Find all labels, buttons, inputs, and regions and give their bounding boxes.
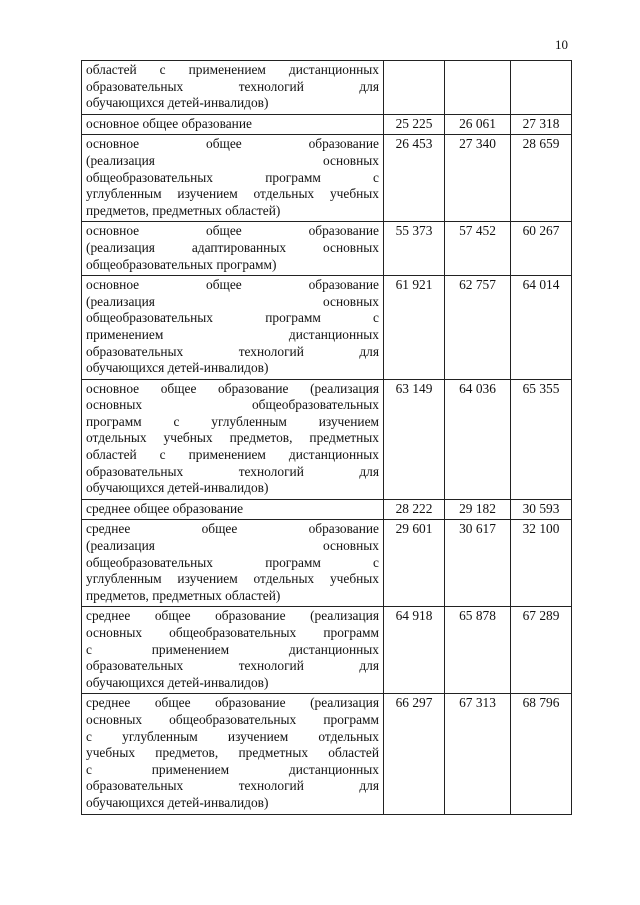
value-cell: 68 796 bbox=[511, 694, 572, 814]
description-line: применением дистанционных bbox=[86, 326, 379, 342]
description-line: обучающихся детей-инвалидов) bbox=[86, 360, 269, 376]
value-cell: 30 593 bbox=[511, 499, 572, 520]
value-cell bbox=[384, 61, 445, 115]
table-body bbox=[82, 61, 572, 815]
cost-table bbox=[81, 60, 572, 815]
description-line: основных общеобразовательных программ bbox=[86, 711, 379, 727]
description-line: с применением дистанционных bbox=[86, 641, 379, 657]
table-row bbox=[82, 520, 572, 607]
description-line: среднее общее образование bbox=[86, 521, 379, 537]
value-cell: 67 313 bbox=[445, 694, 511, 814]
description-line: с углубленным изучением отдельных bbox=[86, 728, 379, 744]
description-line: образовательных технологий для bbox=[86, 78, 379, 94]
description-line: основных общеобразовательных bbox=[86, 397, 379, 413]
description-line: основных общеобразовательных программ bbox=[86, 625, 379, 640]
education-level-cell bbox=[82, 499, 384, 520]
value-cell bbox=[445, 61, 511, 115]
description-line: учебных предметов, предметных областей bbox=[86, 745, 379, 761]
description-line: обучающихся детей-инвалидов) bbox=[86, 674, 269, 690]
value-cell: 32 100 bbox=[511, 520, 572, 607]
description-line: углубленным изучением отдельных учебных bbox=[86, 186, 379, 202]
description-line: основное общее образование bbox=[86, 115, 252, 131]
table-row bbox=[82, 276, 572, 380]
value-cell: 61 921 bbox=[384, 276, 445, 380]
description-line: образовательных технологий для bbox=[86, 463, 379, 479]
value-cell: 63 149 bbox=[384, 379, 445, 499]
value-cell: 64 014 bbox=[511, 276, 572, 380]
education-level-cell bbox=[82, 135, 384, 222]
education-level-cell bbox=[82, 222, 384, 276]
value-cell: 28 659 bbox=[511, 135, 572, 222]
description-line: основное общее образование (реализация bbox=[86, 380, 379, 396]
description-line: программ с углубленным изучением bbox=[86, 413, 379, 429]
description-line: предметов, предметных областей) bbox=[86, 202, 281, 218]
education-level-cell bbox=[82, 379, 384, 499]
description-line: общеобразовательных программ) bbox=[86, 256, 277, 272]
value-cell: 65 878 bbox=[445, 607, 511, 694]
value-cell bbox=[511, 61, 572, 115]
description-line: (реализация основных bbox=[86, 538, 379, 554]
value-cell: 26 061 bbox=[445, 114, 511, 135]
education-level-cell bbox=[82, 607, 384, 694]
table-row bbox=[82, 379, 572, 499]
description-line: образовательных технологий для bbox=[86, 778, 379, 794]
value-cell: 64 918 bbox=[384, 607, 445, 694]
description-line: образовательных технологий для bbox=[86, 343, 379, 359]
table-row bbox=[82, 61, 572, 115]
value-cell: 65 355 bbox=[511, 379, 572, 499]
education-level-cell bbox=[82, 520, 384, 607]
value-cell: 62 757 bbox=[445, 276, 511, 380]
table-row bbox=[82, 135, 572, 222]
table-row bbox=[82, 607, 572, 694]
education-level-cell bbox=[82, 694, 384, 814]
description-line: обучающихся детей-инвалидов) bbox=[86, 480, 269, 496]
description-line: обучающихся детей-инвалидов) bbox=[86, 794, 269, 810]
value-cell: 64 036 bbox=[445, 379, 511, 499]
description-line: основное общее образование bbox=[86, 223, 379, 239]
value-cell: 25 225 bbox=[384, 114, 445, 135]
value-cell: 29 182 bbox=[445, 499, 511, 520]
description-line: областей с применением дистанционных bbox=[86, 447, 379, 463]
description-line: с применением дистанционных bbox=[86, 761, 379, 777]
description-line: образовательных технологий для bbox=[86, 658, 379, 674]
description-line: обучающихся детей-инвалидов) bbox=[86, 95, 269, 111]
description-line: основное общее образование bbox=[86, 136, 379, 152]
description-line: общеобразовательных программ с bbox=[86, 310, 379, 326]
value-cell: 55 373 bbox=[384, 222, 445, 276]
value-cell: 66 297 bbox=[384, 694, 445, 814]
value-cell: 27 318 bbox=[511, 114, 572, 135]
value-cell: 60 267 bbox=[511, 222, 572, 276]
value-cell: 29 601 bbox=[384, 520, 445, 607]
value-cell: 30 617 bbox=[445, 520, 511, 607]
description-line: углубленным изучением отдельных учебных bbox=[86, 571, 379, 587]
description-line: среднее общее образование (реализация bbox=[86, 608, 379, 624]
table-row bbox=[82, 694, 572, 814]
education-level-cell bbox=[82, 61, 384, 115]
table-row bbox=[82, 499, 572, 520]
value-cell: 26 453 bbox=[384, 135, 445, 222]
description-line: отдельных учебных предметов, предметных bbox=[86, 430, 379, 446]
page-number: 10 bbox=[555, 37, 568, 52]
table-row bbox=[82, 114, 572, 135]
value-cell: 57 452 bbox=[445, 222, 511, 276]
description-line: областей с применением дистанционных bbox=[86, 62, 379, 77]
value-cell: 27 340 bbox=[445, 135, 511, 222]
description-line: предметов, предметных областей) bbox=[86, 587, 281, 603]
description-line: среднее общее образование bbox=[86, 500, 244, 516]
education-level-cell bbox=[82, 276, 384, 380]
description-line: общеобразовательных программ с bbox=[86, 554, 379, 570]
description-line: (реализация основных bbox=[86, 152, 379, 168]
description-line: (реализация основных bbox=[86, 293, 379, 309]
description-line: (реализация адаптированных основных bbox=[86, 239, 379, 255]
description-line: основное общее образование bbox=[86, 277, 379, 293]
value-cell: 67 289 bbox=[511, 607, 572, 694]
education-level-cell bbox=[82, 114, 384, 135]
table-row bbox=[82, 222, 572, 276]
description-line: общеобразовательных программ с bbox=[86, 169, 379, 185]
value-cell: 28 222 bbox=[384, 499, 445, 520]
description-line: среднее общее образование (реализация bbox=[86, 695, 379, 711]
